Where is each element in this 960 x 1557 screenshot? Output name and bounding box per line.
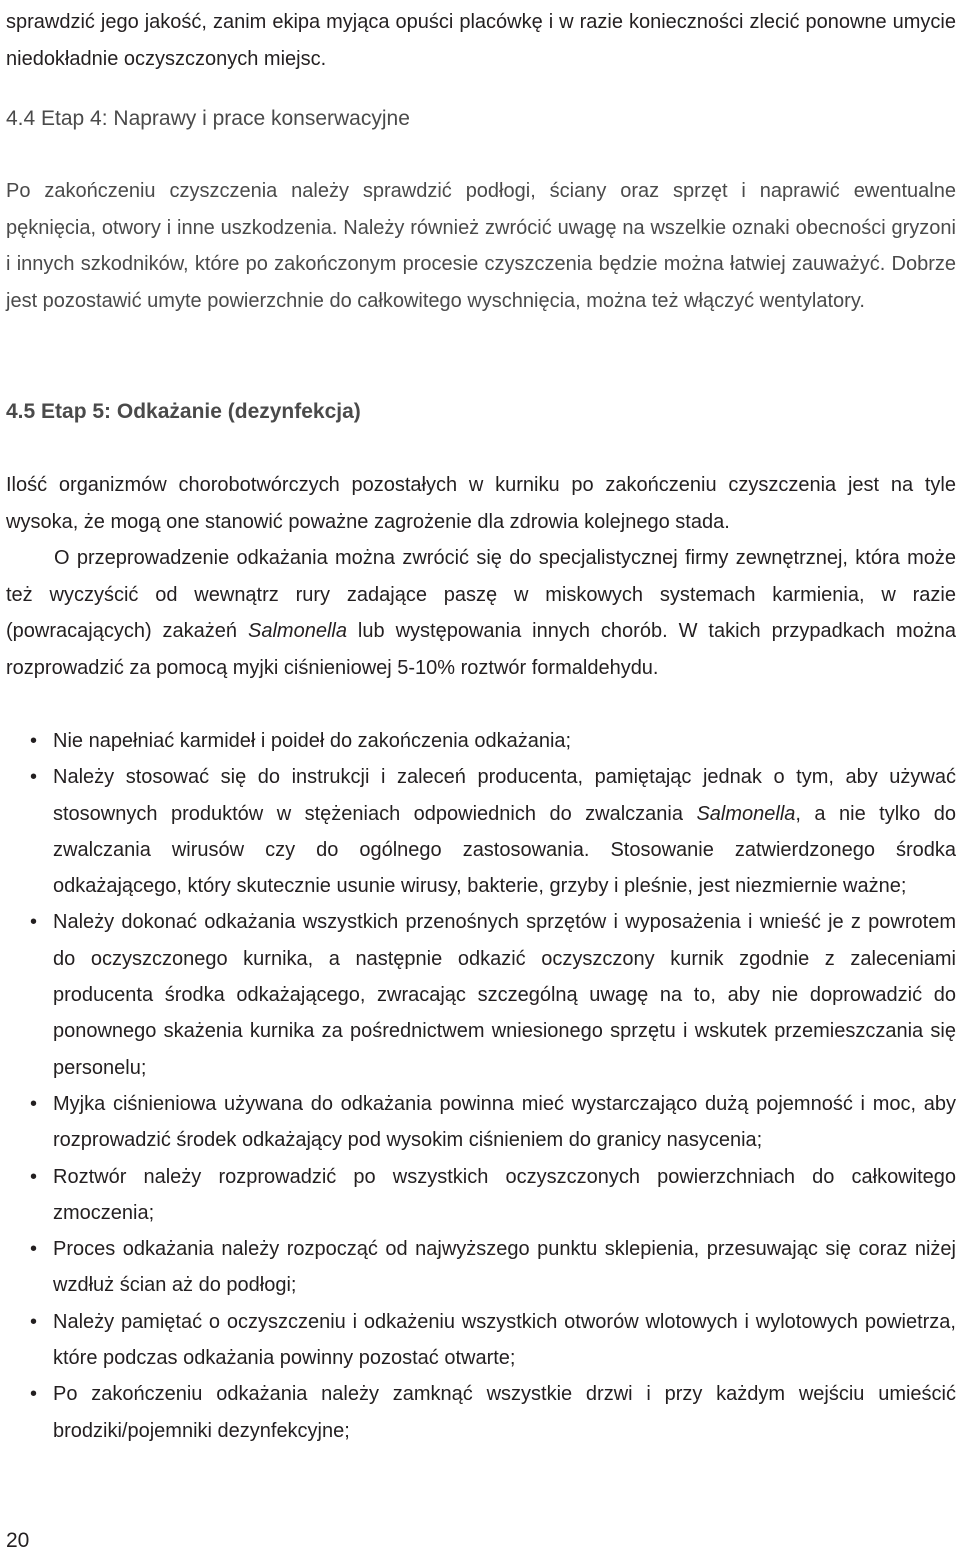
- list-item: [6, 723, 956, 759]
- bullet-icon: •: [30, 911, 38, 934]
- bullet-icon: •: [30, 1383, 38, 1406]
- list-item-text-a: Należy stosować się do instrukcji i zaleceń producenta, pamiętając jednak o tym, aby używać stosownych produktów w stężeniach odpowiednich do zwalczania: [53, 766, 956, 825]
- section-4-heading: 4.4 Etap 4: Naprawy i prace konserwacyjne: [6, 107, 410, 130]
- list-item: [6, 1159, 956, 1232]
- list-item-text-b: , a nie tylko do zwalczania wirusów czy do ogólnego zastosowania. Stosowanie zatwierdzonego środka odkażającego, który skutecznie usunie wirusy, bakterie, grzyby i pleśnie, jest niezmiernie ważne;: [53, 802, 956, 898]
- section-4-paragraph: Po zakończeniu czyszczenia należy sprawdzić podłogi, ściany oraz sprzęt i naprawić ewentualne pęknięcia, otwory i inne uszkodzenia. Należy również zwrócić uwagę na wszelkie oznaki obecności gryzoni i innych szkodników, które po zakończonym procesie czyszczenia będzie można łatwiej zauważyć. Dobrze jest pozostawić umyte powierzchnie do całkowitego wyschnięcia, można też włączyć wentylatory.: [6, 180, 956, 312]
- list-item-text: Proces odkażania należy rozpocząć od najwyższego punktu sklepienia, przesuwając się coraz niżej wzdłuż ścian aż do podłogi;: [53, 1238, 956, 1297]
- intro-paragraph: sprawdzić jego jakość, zanim ekipa myjąca opuści placówkę i w razie konieczności zlecić ponowne umycie niedokładnie oczyszczonych miejsc.: [6, 11, 956, 70]
- section-5-body: [6, 467, 956, 686]
- bullet-list: [6, 723, 956, 1449]
- list-item-text: Roztwór należy rozprowadzić po wszystkich oczyszczonych powierzchniach do całkowitego zmoczenia;: [53, 1165, 956, 1224]
- paragraph-2-text-b: lub występowania innych chorób. W takich przypadkach można rozprowadzić za pomocą myjki ciśnieniowej 5-10% roztwór formaldehydu.: [6, 620, 956, 679]
- list-item-text: Nie napełniać karmideł i poideł do zakończenia odkażania;: [53, 730, 572, 752]
- list-item-text: Myjka ciśnieniowa używana do odkażania powinna mieć wystarczająco dużą pojemność i moc, aby rozprowadzić środek odkażający pod wysokim ciśnieniem do granicy nasycenia;: [53, 1092, 956, 1152]
- section-5-paragraph-1: Ilość organizmów chorobotwórczych pozostałych w kurniku po zakończeniu czyszczenia jest na tyle wysoka, że mogą one stanowić poważne zagrożenie dla zdrowia kolejnego stada.: [6, 474, 956, 533]
- bullet-icon: •: [30, 1165, 38, 1188]
- list-item: [6, 759, 956, 904]
- list-item-text: Należy dokonać odkażania wszystkich przenośnych sprzętów i wyposażenia i wnieść je z powrotem do oczyszczonego kurnika, a następnie odkazić oczyszczony kurnik zgodnie z zaleceniami producenta środka odkażającego, zwracając szczególną uwagę na to, aby nie doprowadzić do ponownego skażenia kurnika za pośrednictwem wniesionego sprzętu i wskutek przemieszczania się personelu;: [53, 911, 956, 1079]
- list-item: [6, 1304, 956, 1377]
- section-5-paragraph-2: [6, 540, 956, 686]
- section-5-heading: 4.5 Etap 5: Odkażanie (dezynfekcja): [6, 400, 361, 423]
- bullet-icon: •: [30, 730, 38, 752]
- paragraph-2-text-a: O przeprowadzenie odkażania można zwrócić się do specjalistycznej firmy zewnętrznej, która może też wyczyścić od wewnątrz rury zadające paszę w miskowych systemach karmienia, w razie (powracających) zakażeń: [6, 547, 956, 642]
- list-item: [6, 1086, 956, 1159]
- bullet-icon: •: [30, 1238, 38, 1261]
- list-item: [6, 1376, 956, 1449]
- bullet-icon: •: [30, 766, 38, 789]
- bullet-icon: •: [30, 1092, 38, 1115]
- paragraph-2-italic-term: Salmonella: [248, 620, 347, 642]
- list-item-text: Należy pamiętać o oczyszczeniu i odkażeniu wszystkich otworów wlotowych i wylotowych powietrza, które podczas odkażania powinny pozostać otwarte;: [53, 1310, 956, 1370]
- bullet-icon: •: [30, 1310, 38, 1333]
- list-item-italic-term: Salmonella: [696, 802, 796, 825]
- list-item-text: Po zakończeniu odkażania należy zamknąć wszystkie drzwi i przy każdym wejściu umieścić brodziki/pojemniki dezynfekcyjne;: [53, 1383, 956, 1442]
- list-item: [6, 904, 956, 1085]
- page-number: 20: [6, 1529, 30, 1552]
- list-item: [6, 1231, 956, 1304]
